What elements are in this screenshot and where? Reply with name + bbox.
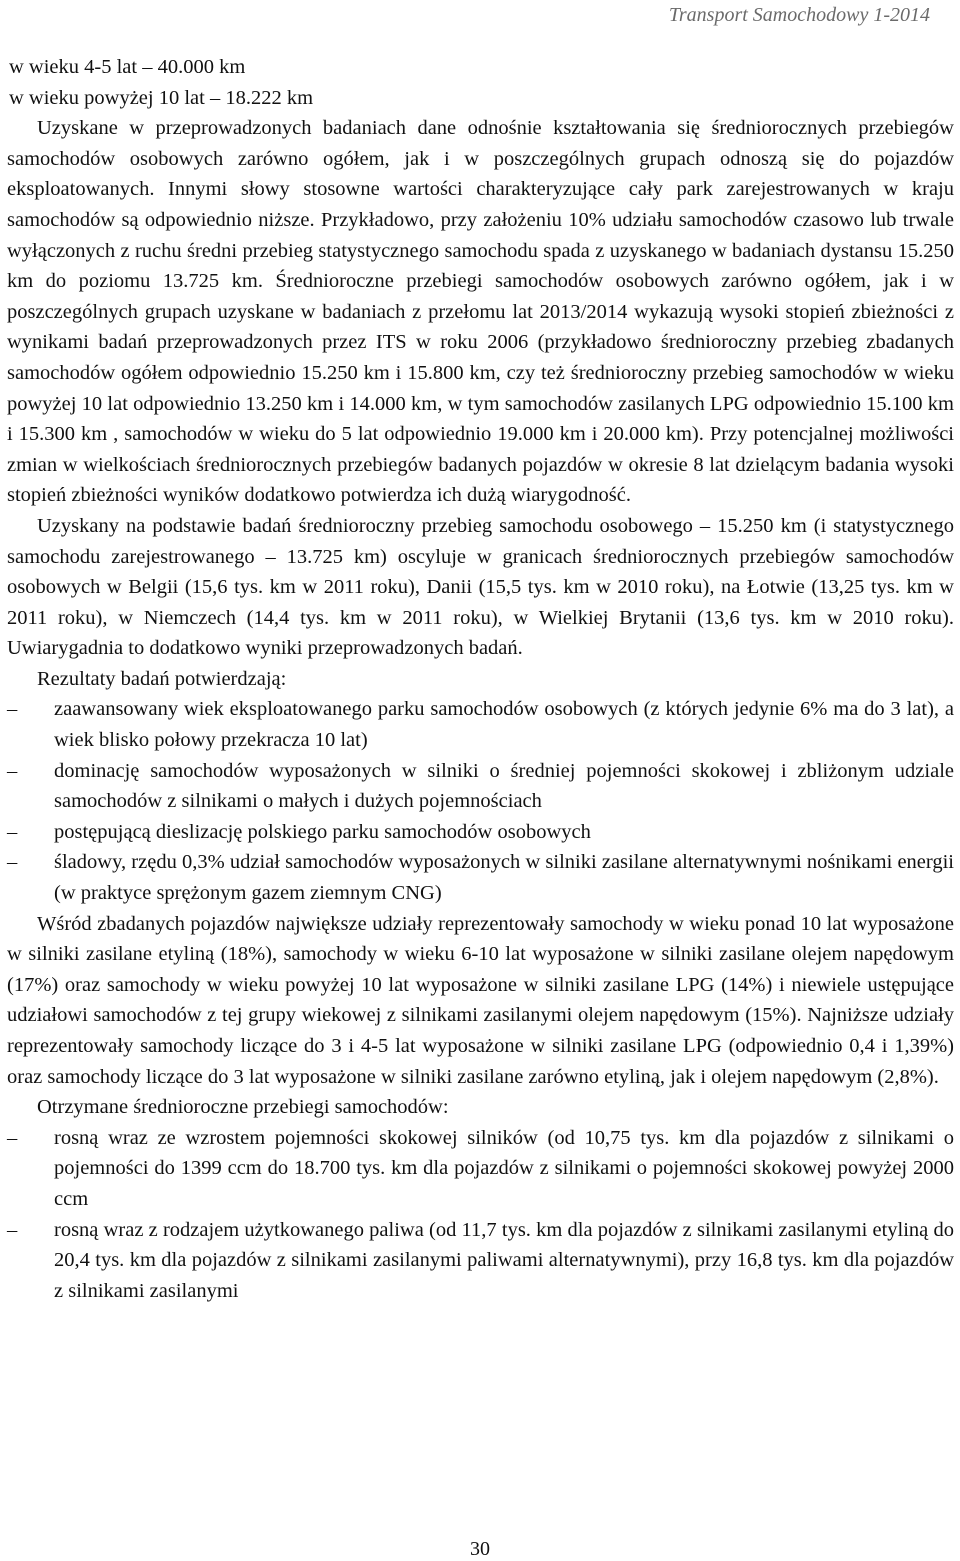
list-item	[7, 694, 954, 755]
dash-bullet: –	[7, 698, 18, 721]
list-item-text: śladowy, rzędu 0,3% udział samochodów wyposażonych w silniki zasilane alternatywnymi nośnikami energii (w praktyce sprężonym gazem ziemnym CNG)	[54, 851, 954, 905]
running-header: Transport Samochodowy 1-2014	[668, 4, 930, 26]
paragraph-mileage-intro: Otrzymane średnioroczne przebiegi samochodów:	[37, 1096, 449, 1119]
paragraph-mileage-analysis: Uzyskane w przeprowadzonych badaniach dane odnośnie kształtowania się średniorocznych przebiegów samochodów osobowych zarówno ogółem, jak i w poszczególnych grupach odnoszą się do pojazdów eksploatowanych. Innymi słowy stosowne wartości charakteryzujące cały park zarejestrowanych w kraju samochodów są odpowiednio niższe. Przykładowo, przy założeniu 10% udziału samochodów czasowo lub trwale wyłączonych z ruchu średni przebieg statystycznego samochodu spada z uzyskanego w badaniach dystansu 15.250 km do poziomu 13.725 km. Średnioroczne przebiegi samochodów osobowych zarówno ogółem, jak i w poszczególnych grupach uzyskane w badaniach z przełomu lat 2013/2014 wykazują wysoki stopień zbieżności z wynikami badań przeprowadzonych przez ITS w roku 2006 (przykładowo średnioroczny przebieg zbadanych samochodów ogółem odpowiednio 15.250 km i 15.800 km, czy też średnioroczny przebieg samochodów w wieku powyżej 10 lat odpowiednio 13.250 km i 14.000 km, w tym samochodów zasilanych LPG odpowiednio 15.100 km i 15.300 km , samochodów w wieku do 5 lat odpowiednio 19.000 km i 20.000 km). Przy potencjalnej możliwości zmian w wielkościach średniorocznych przebiegów badanych pojazdów w okresie 8 lat dzielącym badania wysoki stopień zbieżności wyników dodatkowo potwierdza ich dużą wiarygodność.	[7, 117, 954, 507]
mileage-list	[7, 1123, 954, 1307]
list-item-text: rosną wraz ze wzrostem pojemności skokowej silników (od 10,75 tys. km dla pojazdów z silnikami o pojemności do 1399 ccm do 18.700 tys. km dla pojazdów z silnikami o pojemności skokowej powyżej 2000 ccm	[54, 1126, 954, 1210]
paragraph-comparison-europe: Uzyskany na podstawie badań średnioroczny przebieg samochodu osobowego – 15.250 km (i statystycznego samochodu zarejestrowanego – 13.725 km) oscyluje w granicach średniorocznych przebiegów samochodów osobowych w Belgii (15,6 tys. km w 2011 roku), Danii (15,5 tys. km w 2010 roku), na Łotwie (13,25 tys. km w 2011 roku), w Niemczech (14,4 tys. km w 2011 roku), w Wielkiej Brytanii (13,6 tys. km w 2010 roku). Uwiarygadnia to dodatkowo wyniki przeprowadzonych badań.	[7, 514, 954, 660]
list-item	[7, 756, 954, 817]
page-body	[7, 52, 954, 1306]
dash-bullet: –	[7, 851, 18, 874]
dash-bullet: –	[7, 759, 18, 782]
dash-bullet: –	[7, 820, 18, 843]
paragraph-vehicle-shares: Wśród zbadanych pojazdów największe udziały reprezentowały samochody w wieku ponad 10 lat wyposażone w silniki zasilane etyliną (18%), samochody w wieku 6-10 lat wyposażone w silniki zasilane olejem napędowym (17%) oraz samochody w wieku powyżej 10 lat wyposażone w silniki zasilane LPG (14%) i niewiele ustępujące udziałowi samochodów z tej grupy wiekowej z silnikami zasilanymi olejem napędowym (15%). Najniższe udziały reprezentowały samochody liczące do 3 i 4-5 lat wyposażone w silniki zasilane LPG (odpowiednio 0,4 i 1,39%) oraz samochody liczące do 3 lat wyposażone w silniki zasilane zarówno etyliną, jak i olejem napędowym (2,8%).	[7, 912, 954, 1088]
paragraph-results-intro: Rezultaty badań potwierdzają:	[37, 667, 287, 690]
age-group-line: w wieku 4-5 lat – 40.000 km	[9, 56, 246, 78]
list-item	[7, 847, 954, 908]
list-item-text: postępującą dieslizację polskiego parku samochodów osobowych	[54, 820, 591, 843]
list-item-text: dominację samochodów wyposażonych w silniki o średniej pojemności skokowej i zbliżonym udziale samochodów z silnikami o małych i dużych pojemnościach	[54, 759, 954, 813]
list-item	[7, 1123, 954, 1215]
list-item-text: rosną wraz z rodzajem użytkowanego paliwa (od 11,7 tys. km dla pojazdów z silnikami zasilanymi etyliną do 20,4 tys. km dla pojazdów z silnikami zasilanymi paliwami alternatywnymi), przy 16,8 tys. km dla pojazdów z silnikami zasilanymi	[54, 1218, 954, 1302]
page-number: 30	[470, 1538, 490, 1560]
age-group-line: w wieku powyżej 10 lat – 18.222 km	[9, 86, 314, 109]
dash-bullet: –	[7, 1218, 18, 1241]
list-item-text: zaawansowany wiek eksploatowanego parku samochodów osobowych (z których jedynie 6% ma do 3 lat), a wiek blisko połowy przekracza 10 lat)	[54, 698, 954, 752]
results-list	[7, 694, 954, 908]
list-item	[7, 1215, 954, 1307]
list-item	[7, 817, 954, 848]
dash-bullet: –	[7, 1126, 18, 1149]
